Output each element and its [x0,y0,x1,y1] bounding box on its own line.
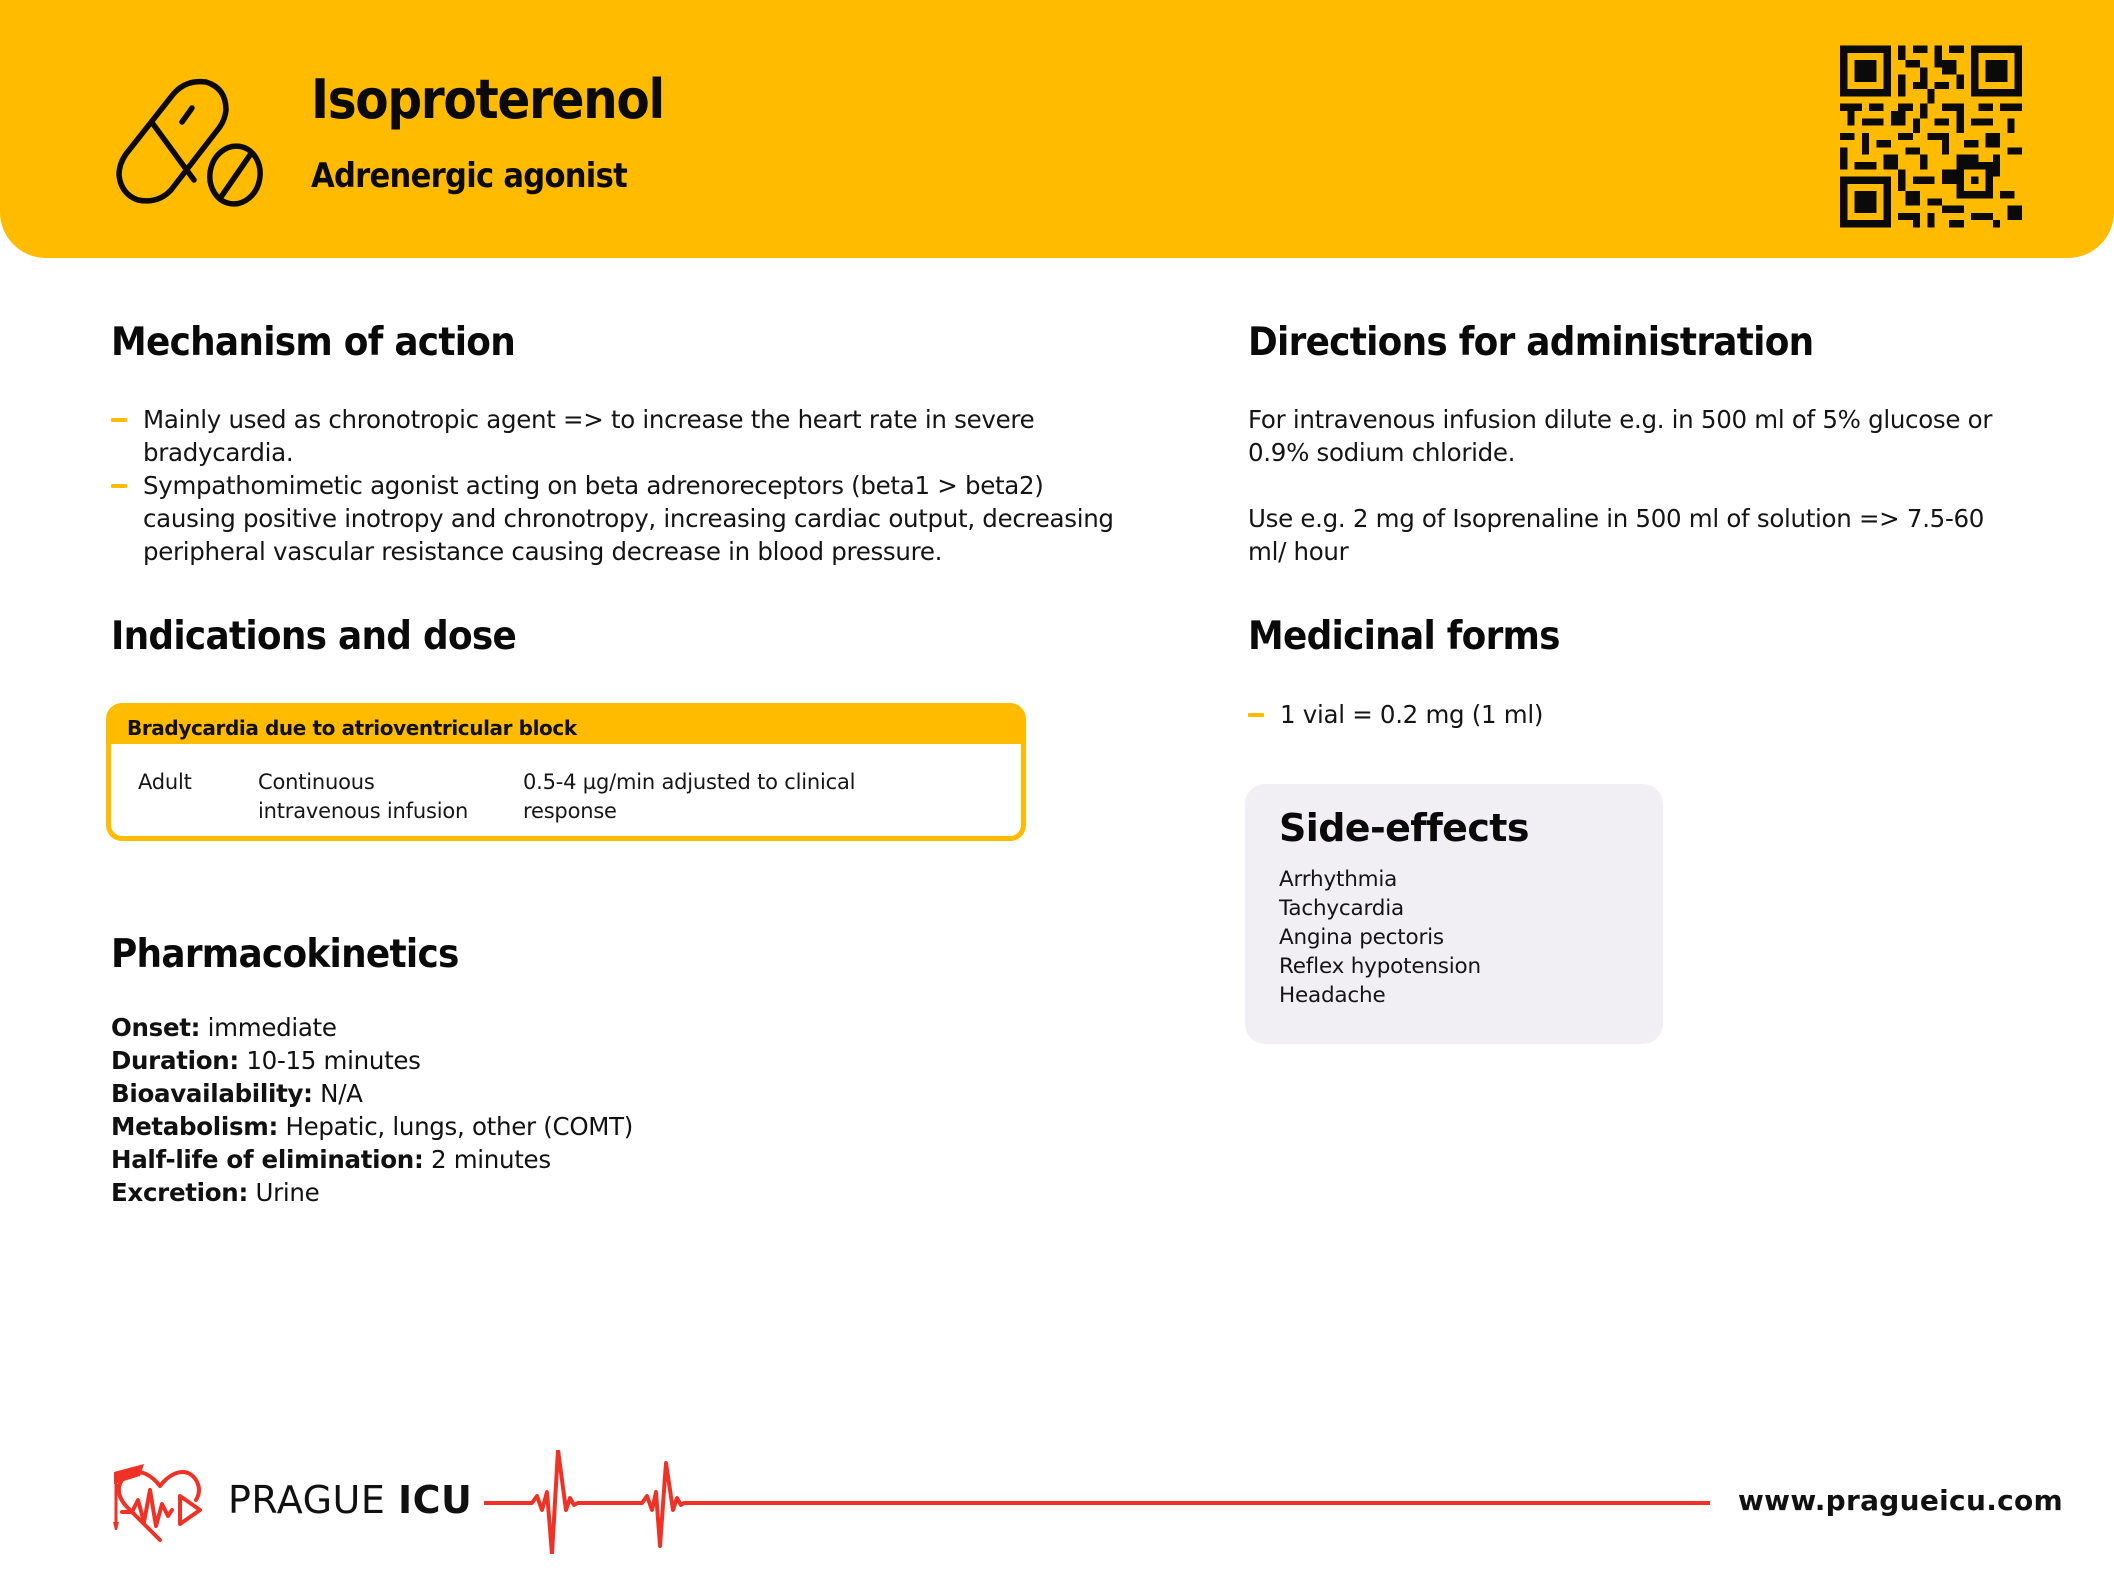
pk-metabolism: Metabolism: Hepatic, lungs, other (COMT) [111,1112,634,1141]
heart-graduation-cap-icon [108,1460,212,1544]
medicinal-forms-heading: Medicinal forms [1248,614,1560,659]
dash-bullet-icon [111,418,127,422]
pk-half-life: Half-life of elimination: 2 minutes [111,1145,551,1174]
side-effects-heading: Side-effects [1279,806,1529,850]
qr-code-icon[interactable] [1840,45,2022,228]
side-effects-card [1245,784,1663,1044]
table-row [111,744,1021,836]
drug-class-subtitle: Adrenergic agonist [311,156,627,196]
directions-paragraph-1: For intravenous infusion dilute e.g. in 500 ml of 5% glucose or 0.9% sodium chloride. [1248,405,1993,467]
list-item: Headache [1279,983,1386,1008]
list-item: Angina pectoris [1279,925,1444,950]
dose-amount: 0.5-4 µg/min adjusted to clinical response [523,770,856,823]
pill-tablet-icon [116,72,266,212]
list-item: Mainly used as chronotropic agent => to increase the heart rate in severe bradycardia. [111,403,1121,469]
directions-heading: Directions for administration [1248,320,1814,365]
indications-heading: Indications and dose [111,614,517,659]
dose-table [106,703,1026,841]
pk-excretion: Excretion: Urine [111,1178,320,1207]
prague-icu-brand: PRAGUE ICU [228,1478,473,1522]
pharmacokinetics-list [111,1011,633,1209]
pk-bioavailability: Bioavailability: N/A [111,1079,363,1108]
pk-duration: Duration: 10-15 minutes [111,1046,421,1075]
dose-population: Adult [138,770,192,794]
side-effects-list [1279,865,1481,1010]
dose-table-title: Bradycardia due to atrioventricular block [111,708,1021,744]
mechanism-heading: Mechanism of action [111,320,516,365]
website-link[interactable]: www.pragueicu.com [1738,1484,2064,1517]
dash-bullet-icon [111,484,127,488]
list-item: Reflex hypotension [1279,954,1481,979]
dash-bullet-icon [1248,713,1264,717]
directions-paragraph-2: Use e.g. 2 mg of Isoprenaline in 500 ml of solution => 7.5-60 ml/ hour [1248,504,1985,566]
pharmacokinetics-heading: Pharmacokinetics [111,932,459,977]
list-item: Sympathomimetic agonist acting on beta adrenoreceptors (beta1 > beta2) causing positive inotropy and chronotropy, increasing cardiac output, decreasing peripheral vascular resistance causing decrease in blood pressure. [111,469,1121,568]
medicinal-forms-list [1248,698,1948,731]
list-item: Tachycardia [1279,896,1404,921]
drug-title: Isoproterenol [311,68,664,131]
list-item: 1 vial = 0.2 mg (1 ml) [1248,698,1948,731]
list-item: Arrhythmia [1279,867,1398,892]
header-banner [0,0,2114,258]
dose-route: Continuous intravenous infusion [258,770,469,823]
ecg-line-icon [484,1450,1710,1554]
pk-onset: Onset: immediate [111,1013,337,1042]
mechanism-list [111,403,1121,568]
